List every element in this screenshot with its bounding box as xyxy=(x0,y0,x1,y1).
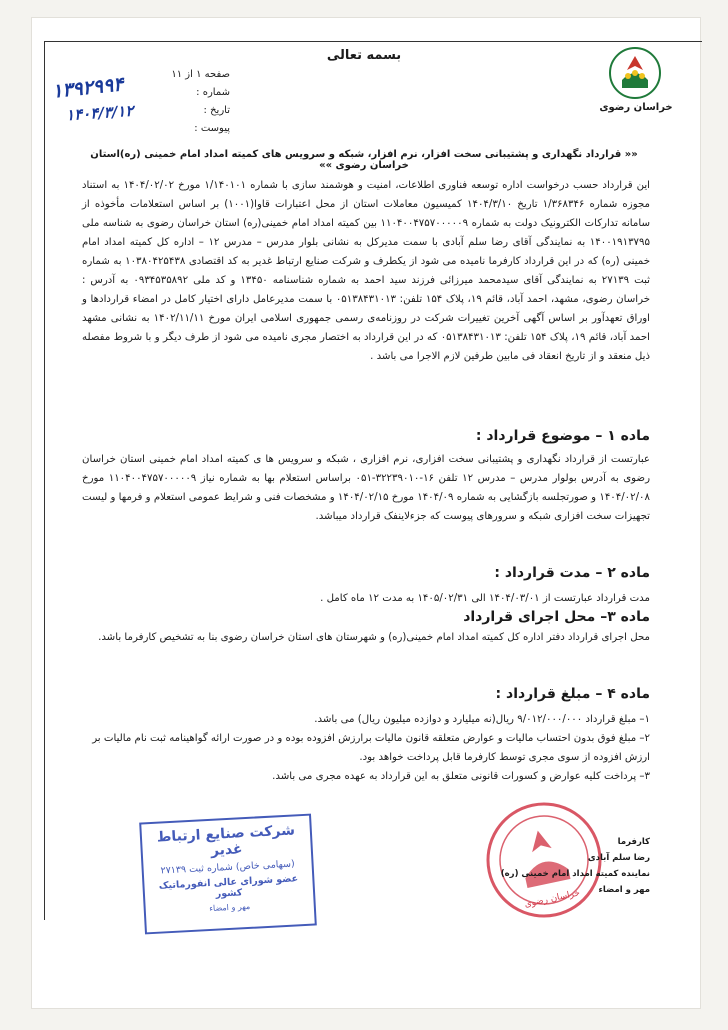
employer-position: نماینده کمیته امداد امام خمینی (ره) xyxy=(500,869,650,879)
employer-seal-label: مهر و امضاء xyxy=(598,885,650,895)
attachment-label: پیوست : xyxy=(194,123,230,134)
org-name: خراسان رضوی xyxy=(599,102,673,113)
employer-role: کارفرما xyxy=(617,837,650,847)
handwritten-number: ۱۳۹۲۹۹۴ xyxy=(51,73,125,103)
employer-signature-block xyxy=(500,834,650,898)
number-label: شماره : xyxy=(196,87,230,98)
article-4-item: ۲– مبلغ فوق بدون احتساب مالیات و عوارض متعلقه قانون مالیات برارزش افزوده بوده و در صورت ارائه گواهینامه ثبت نام مالیات بر ارزش افزوده از سوی مجری توسط کارفرما قابل پرداخت خواهد بود. xyxy=(92,733,650,763)
stamp-company-reg: (سهامی خاص) شماره ثبت ۲۷۱۳۹ xyxy=(160,858,295,877)
article-2-title: ماده ۲ – مدت قرارداد : xyxy=(494,565,650,581)
imam-khomeini-relief-logo xyxy=(608,46,662,100)
stamp-company-name: شرکت صنایع ارتباط غدیر xyxy=(156,822,296,859)
article-1-body: عبارتست از قرارداد نگهداری و پشتیبانی سخت افزاری، نرم افزاری ، شبکه و سرویس ها ی کمیته امداد امام خمینی استان خراسان رضوی به آدرس بولوار مدرس – مدرس ۱۲ تلفن ۱۶-۳۲۲۳۹۰۱۰-۰۵۱ براساس استعلام بها به شماره نیاز ۱۱۰۴۰۰۴۷۵۷۰۰۰۰۰۹ مورخ ۱۴۰۴/۰۲/۰۸ و صورتجلسه بازگشایی به شماره ۱۴۰۴/۰۹ مورخ ۱۴۰۴/۰۲/۱۵ و مشخصات فنی و شرایط عمومی استعلام و فرمها و لیست تجهیزات سخت افزاری شبکه و سرورهای پیوست که جزءلاینفک قرارداد میباشد. xyxy=(82,454,650,522)
article-3-body: محل اجرای قرارداد دفتر اداره کل کمیته امداد امام خمینی(ره) و شهرستان های استان خراسان رضوی بنا به تشخیص کارفرما باشد. xyxy=(98,632,650,643)
article-4-items xyxy=(82,710,650,806)
article-4-title: ماده ۴ – مبلغ قرارداد : xyxy=(495,686,650,702)
stamp-seal-label: مهر و امضاء xyxy=(209,901,251,914)
company-blue-stamp xyxy=(139,814,317,935)
date-label: تاریخ : xyxy=(203,105,230,116)
stamp-company-member: عضو شورای عالی انفورماتیک کشور xyxy=(158,873,299,900)
article-4-item: ۳– پرداخت کلیه عوارض و کسورات قانونی متعلق به این قرارداد به عهده مجری می باشد. xyxy=(272,771,650,782)
contract-title: «« قرارداد نگهداری و پشتیبانی سخت افزار، نرم افزار، شبکه و سرویس های کمیته امداد امام خمینی (ره)استان خراسان رضوی »» xyxy=(90,149,638,171)
seal-red-label: خراسان رضوی xyxy=(523,888,581,910)
contract-intro: این قرارداد حسب درخواست اداره توسعه فناوری اطلاعات، امنیت و هوشمند سازی با شماره ۱/۱۴۰۱۰۱ مورخ ۱۴۰۴/۰۲/۰۲ به استناد مجوزه شماره ۱/۳۶۸۳۴۶ تاریخ ۱۴۰۴/۳/۱۰ کمیسیون معاملات استان از محل اعتبارات قاوا(۱۰۰۱) بر اساس استعلامات مأخوذه از سامانه تدارکات الکترونیک دولت به شماره ۱۱۰۴۰۰۴۷۵۷۰۰۰۰۰۹ بین کمیته امداد امام خمینی(ره) استان خراسان رضوی به شناسه ملی ۱۴۰۰۱۹۱۳۷۹۵ به نمایندگی آقای رضا سلم آبادی با سمت مدیرکل به نشانی بلوار مدرس – مدرس ۱۲ – اداره کل کمیته امداد امام خمینی (ره) که در این قرارداد کارفرما نامیده می شود از یکطرف و شرکت صنایع ارتباط غدیر به کد اقتصادی ۱۰۳۸۰۴۲۵۴۳۸ به شماره ثبت ۲۷۱۳۹ به نمایندگی آقای سیدمحمد میرزائی فرزند سید احمد به شماره شناسنامه ۱۳۴۵۰ و کد ملی ۰۹۳۴۵۳۵۸۹۲ به آدرس : خراسان رضوی، مشهد، احمد آباد، قائم ۱۹، پلاک ۱۵۴ تلفن: ۰۵۱۳۸۴۳۱۰۱۳ با سمت مدیرعامل دارای اختیار کامل در امضاء قراردادها و اوراق تعهدآور بر اساس آگهی آخرین تغییرات شرکت در روزنامه‌ی رسمی جمهوری اسلامی ایران مورخ ۱۴۰۲/۱۱/۱۱ به نشانی مشهد احمد آباد، قائم ۱۹، پلاک ۱۵۴ تلفن: ۰۵۱۳۸۴۳۱۰۱۳ که در این قرارداد به اختصار مجری نامیده می شود از طرف دیگر و با شروط مفصله ذیل منعقد و از تاریخ انعقاد فی مابین طرفین لازم الاجرا می باشد . xyxy=(82,180,651,362)
handwritten-date: ۱۴۰۴/۳/۱۲ xyxy=(65,101,134,125)
employer-name: رضا سلم آبادی xyxy=(587,853,650,863)
bism-heading: بسمه تعالی xyxy=(326,48,402,63)
article-1-title: ماده ۱ – موضوع قرارداد : xyxy=(475,428,650,444)
left-border xyxy=(44,41,45,920)
article-4-item: ۱– مبلغ قرارداد ۹/۰۱۲/۰۰۰/۰۰۰ ریال(نه میلیارد و دوازده میلیون ریال) می باشد. xyxy=(314,714,650,725)
article-2-body: مدت قرارداد عبارتست از ۱۴۰۴/۰۳/۰۱ الی ۱۴۰۵/۰۲/۳۱ به مدت ۱۲ ماه کامل . xyxy=(320,593,650,604)
page-counter: صفحه ۱ از ۱۱ xyxy=(171,69,230,80)
top-border xyxy=(44,41,702,42)
article-3-title: ماده ۳– محل اجرای قرارداد xyxy=(463,609,650,625)
